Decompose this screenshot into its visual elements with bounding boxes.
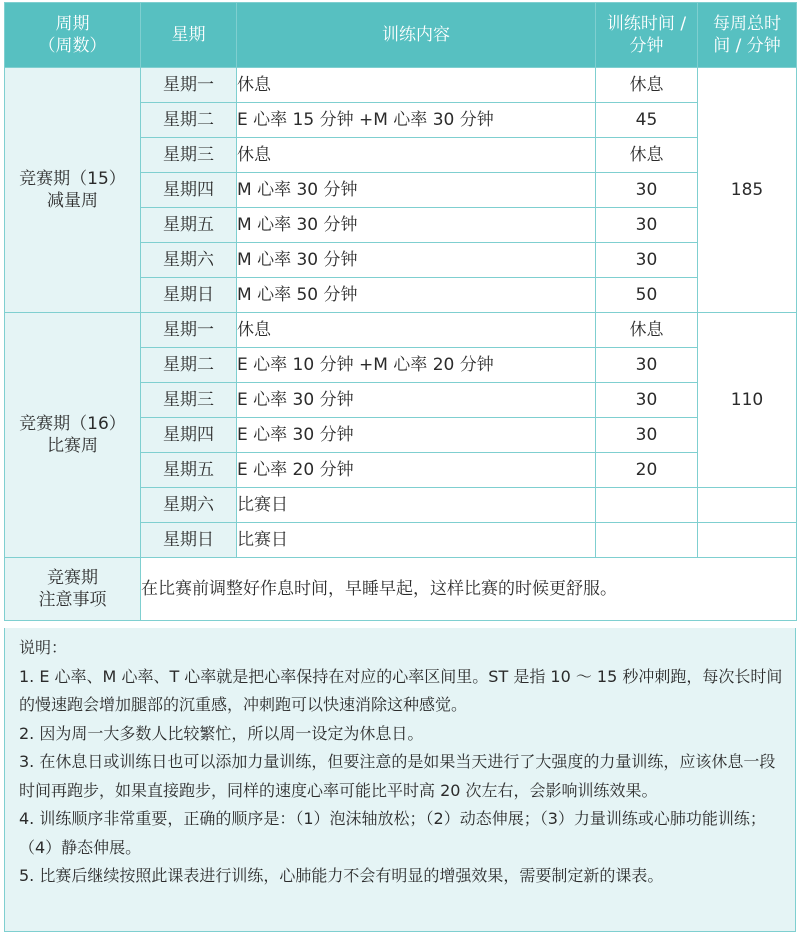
time-cell: 休息: [596, 138, 698, 173]
explanation-box: [4, 628, 796, 932]
content-cell: M 心率 30 分钟: [237, 208, 596, 243]
content-cell: 休息: [237, 68, 596, 103]
content-cell: 休息: [237, 138, 596, 173]
weekday-cell: 星期四: [141, 418, 237, 453]
notes-row: [5, 558, 797, 621]
weekday-cell: 星期四: [141, 173, 237, 208]
explanation-item: 2. 因为周一大多数人比较繁忙，所以周一设定为休息日。: [19, 723, 424, 743]
time-cell: 45: [596, 103, 698, 138]
table-row: [5, 313, 797, 348]
header-weekday: 星期: [141, 3, 237, 68]
time-cell: 20: [596, 453, 698, 488]
weekday-cell: 星期六: [141, 243, 237, 278]
time-cell: 50: [596, 278, 698, 313]
header-period: 周期 （周数）: [5, 3, 141, 68]
week-label: 竞赛期（15） 减量周: [5, 68, 141, 313]
training-schedule-table: [4, 2, 797, 621]
content-cell: M 心率 30 分钟: [237, 173, 596, 208]
time-cell: [596, 488, 698, 523]
content-cell: E 心率 30 分钟: [237, 418, 596, 453]
content-cell: 休息: [237, 313, 596, 348]
content-cell: M 心率 50 分钟: [237, 278, 596, 313]
explanation-item: 4. 训练顺序非常重要，正确的顺序是：（1）泡沫轴放松；（2）动态伸展；（3）力量训练或心肺功能训练；（4）静态伸展。: [19, 809, 766, 857]
time-cell: [596, 523, 698, 558]
weekday-cell: 星期一: [141, 313, 237, 348]
weekday-cell: 星期一: [141, 68, 237, 103]
time-cell: 30: [596, 243, 698, 278]
empty-total-cell: [698, 488, 797, 523]
notes-label: 竞赛期 注意事项: [5, 558, 141, 621]
explanation-item: 1. E 心率、M 心率、T 心率就是把心率保持在对应的心率区间里。ST 是指 10 ～ 15 秒冲刺跑，每次长时间的慢速跑会增加腿部的沉重感，冲刺跑可以快速消除这种感觉。: [19, 666, 783, 714]
content-cell: E 心率 15 分钟 +M 心率 30 分钟: [237, 103, 596, 138]
content-cell: E 心率 20 分钟: [237, 453, 596, 488]
time-cell: 休息: [596, 313, 698, 348]
weekday-cell: 星期五: [141, 208, 237, 243]
weekday-cell: 星期三: [141, 138, 237, 173]
time-cell: 30: [596, 173, 698, 208]
explanation-item: 3. 在休息日或训练日也可以添加力量训练，但要注意的是如果当天进行了大强度的力量训练，应该休息一段时间再跑步，如果直接跑步，同样的速度心率可能比平时高 20 次左右，会影响训练效果。: [19, 752, 776, 800]
week-label: 竞赛期（16） 比赛周: [5, 313, 141, 558]
header-time: 训练时间 / 分钟: [596, 3, 698, 68]
weekday-cell: 星期日: [141, 523, 237, 558]
weekday-cell: 星期三: [141, 383, 237, 418]
notes-text: 在比赛前调整好作息时间，早睡早起，这样比赛的时候更舒服。: [141, 558, 797, 621]
content-cell: E 心率 30 分钟: [237, 383, 596, 418]
table-header-row: [5, 3, 797, 68]
weekday-cell: 星期五: [141, 453, 237, 488]
empty-total-cell: [698, 523, 797, 558]
time-cell: 30: [596, 383, 698, 418]
content-cell: M 心率 30 分钟: [237, 243, 596, 278]
time-cell: 30: [596, 348, 698, 383]
weekly-total-cell: 185: [698, 68, 797, 313]
explanation-item: 5. 比赛后继续按照此课表进行训练，心肺能力不会有明显的增强效果，需要制定新的课表。: [19, 866, 664, 885]
weekday-cell: 星期日: [141, 278, 237, 313]
weekly-total-cell: 110: [698, 313, 797, 488]
weekday-cell: 星期二: [141, 348, 237, 383]
time-cell: 30: [596, 208, 698, 243]
content-cell: 比赛日: [237, 488, 596, 523]
table-row: [5, 68, 797, 103]
time-cell: 休息: [596, 68, 698, 103]
explanation-title: 说明：: [19, 638, 68, 657]
header-weekly-total: 每周总时 间 / 分钟: [698, 3, 797, 68]
weekday-cell: 星期六: [141, 488, 237, 523]
weekday-cell: 星期二: [141, 103, 237, 138]
time-cell: 30: [596, 418, 698, 453]
header-content: 训练内容: [237, 3, 596, 68]
content-cell: E 心率 10 分钟 +M 心率 20 分钟: [237, 348, 596, 383]
content-cell: 比赛日: [237, 523, 596, 558]
